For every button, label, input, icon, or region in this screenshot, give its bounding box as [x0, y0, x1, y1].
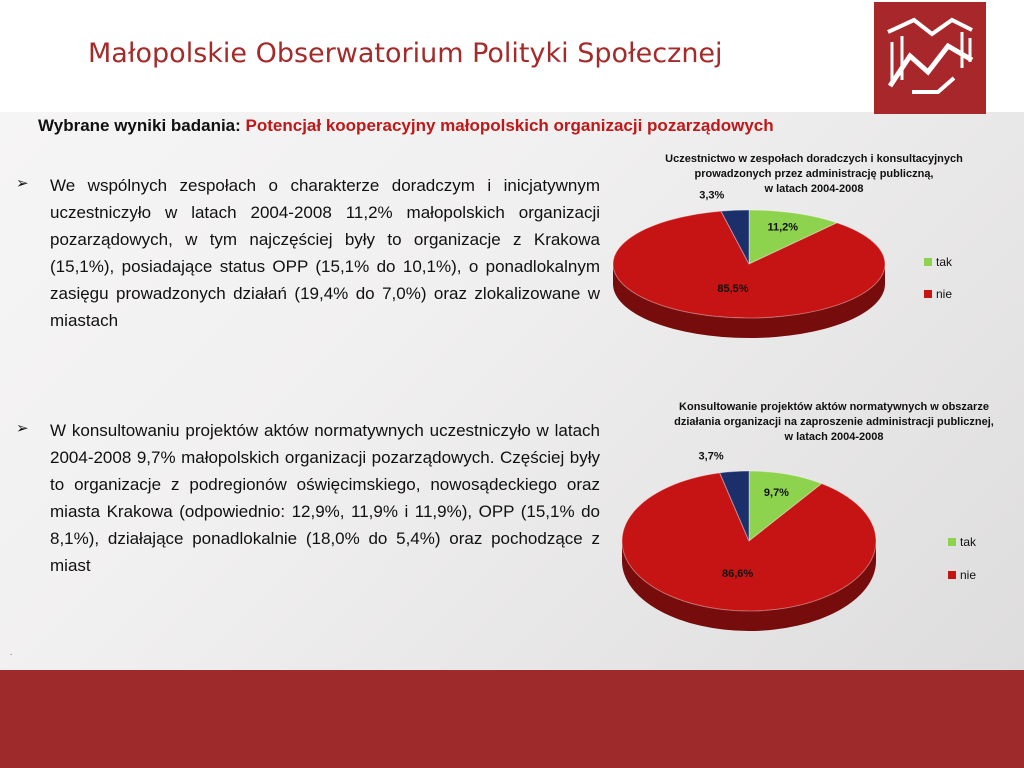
legend-label-nie: nie	[936, 287, 953, 301]
header	[0, 0, 1024, 112]
chart-plot	[604, 150, 1024, 390]
pie-chart-advisory	[604, 150, 1024, 390]
bullet-item	[16, 172, 600, 334]
footnote: .	[10, 648, 13, 657]
legend-label-nie: nie	[960, 568, 977, 582]
subtitle-lead: Wybrane wyniki badania:	[38, 116, 241, 135]
subtitle-topic: Potencjał kooperacyjny małopolskich organizacji pozarządowych	[245, 116, 774, 135]
arrow-bullet-icon: ➢	[16, 175, 29, 192]
slide-subtitle	[38, 116, 774, 136]
chart-title-line: w latach 2004-2008	[784, 431, 884, 443]
arrow-bullet-icon: ➢	[16, 420, 29, 437]
footer-band	[0, 670, 1024, 768]
legend-swatch-nie	[924, 290, 932, 298]
bullet-text: We wspólnych zespołach o charakterze doradczym i inicjatywnym uczestniczyło w latach 2004-2008 11,2% małopolskich organizacji pozarządowych, w tym najczęściej były to organizacje z Krakowa (15,1%), posiadające status OPP (15,1% do 10,1%), o ponadlokalnym zasięgu prowadzonych działań (19,4% do 7,0%) oraz zlokalizowane w miastach	[50, 176, 600, 330]
chart-title-line: Uczestnictwo w zespołach doradczych i konsultacyjnych	[665, 153, 963, 165]
pie-chart-consultation	[604, 398, 1024, 638]
legend-swatch-nie	[948, 571, 956, 579]
legend-swatch-tak	[924, 258, 932, 266]
chart-title-line: w latach 2004-2008	[764, 183, 864, 195]
legend-label-tak: tak	[936, 255, 953, 269]
pie-data-label: 9,7%	[763, 486, 789, 499]
legend-label-tak: tak	[960, 535, 977, 549]
legend-swatch-tak	[948, 538, 956, 546]
chart-title-line: Konsultowanie projektów aktów normatywnych w obszarze	[679, 401, 989, 413]
pie-data-label: 3,7%	[698, 450, 724, 463]
chart-plot	[604, 398, 1024, 638]
pie-data-label: 3,3%	[699, 189, 725, 202]
chart-title-line: działania organizacji na zaproszenie administracji publicznej,	[674, 416, 994, 428]
header-title: Małopolskie Obserwatorium Polityki Społecznej	[88, 38, 723, 69]
chart-title-line: prowadzonych przez administrację publiczną,	[694, 168, 934, 180]
pie-data-label: 11,2%	[767, 221, 799, 234]
pie-data-label: 86,6%	[721, 568, 754, 581]
pie-data-label: 85,5%	[717, 283, 749, 296]
logo	[874, 2, 986, 114]
bullet-text: W konsultowaniu projektów aktów normatywnych uczestniczyło w latach 2004-2008 9,7% małopolskich organizacji pozarządowych. Częściej były to organizacje z podregionów oświęcimskiego, nowosądeckiego oraz miasta Krakowa (odpowiednio: 12,9%, 11,9% i 11,9%), OPP (15,1% do 8,1%), działające ponadlokalnie (18,0% do 5,4%) oraz pochodzące z miast	[50, 421, 600, 575]
bullet-item	[16, 417, 600, 579]
logo-mark	[874, 2, 986, 114]
